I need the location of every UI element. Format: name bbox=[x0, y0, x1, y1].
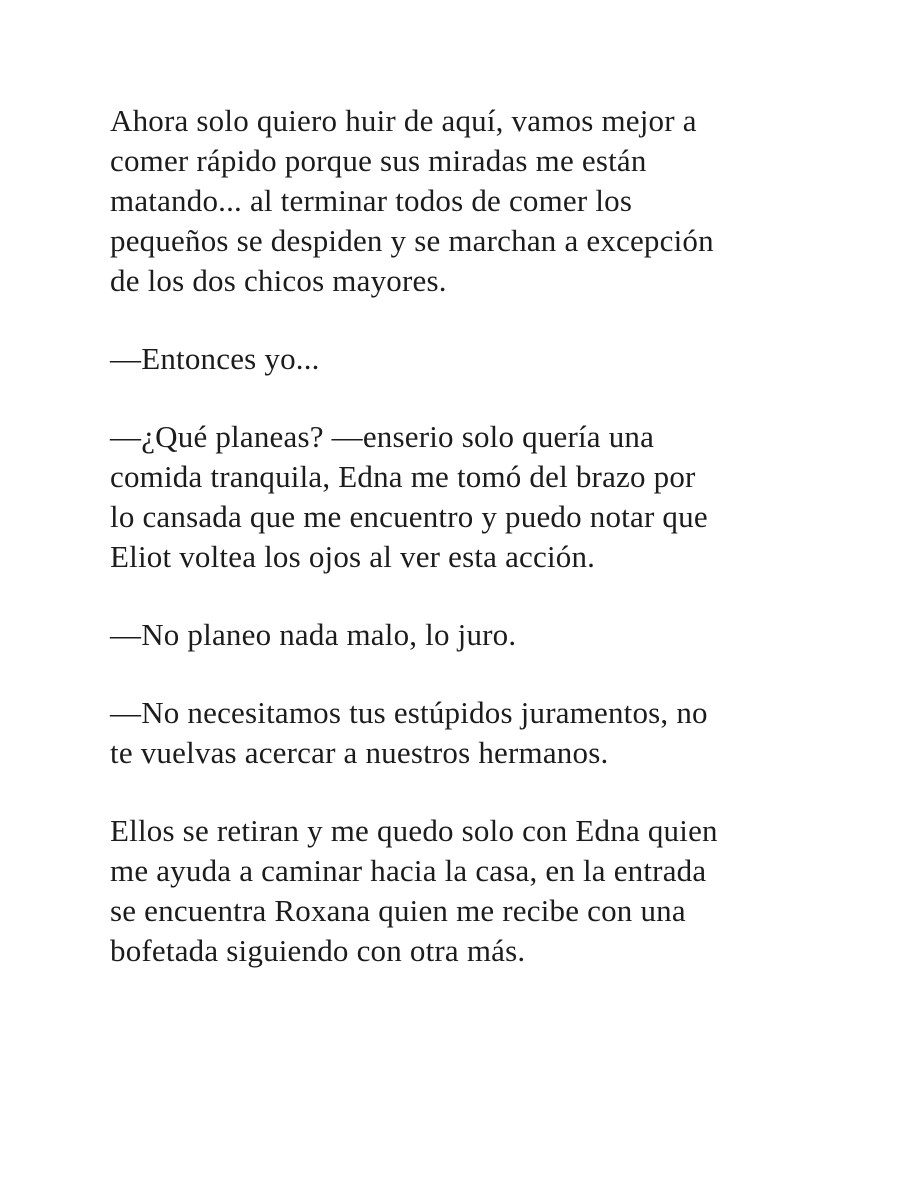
text-line: te vuelvas acercar a nuestros hermanos. bbox=[110, 735, 609, 770]
paragraph-1 bbox=[110, 101, 800, 301]
text-line: —Entonces yo... bbox=[110, 341, 320, 376]
paragraph-5 bbox=[110, 693, 800, 773]
text-line: se encuentra Roxana quien me recibe con una bbox=[110, 893, 686, 928]
text-line: lo cansada que me encuentro y puedo notar que bbox=[110, 499, 708, 534]
story-text bbox=[110, 101, 800, 1009]
text-line: me ayuda a caminar hacia la casa, en la entrada bbox=[110, 853, 707, 888]
paragraph-2 bbox=[110, 339, 800, 379]
text-line: de los dos chicos mayores. bbox=[110, 263, 447, 298]
text-line: comida tranquila, Edna me tomó del brazo por bbox=[110, 459, 696, 494]
paragraph-4 bbox=[110, 615, 800, 655]
text-line: bofetada siguiendo con otra más. bbox=[110, 933, 526, 968]
text-line: comer rápido porque sus miradas me están bbox=[110, 143, 647, 178]
text-line: Ahora solo quiero huir de aquí, vamos mejor a bbox=[110, 103, 697, 138]
text-line: Ellos se retiran y me quedo solo con Edna quien bbox=[110, 813, 718, 848]
text-line: pequeños se despiden y se marchan a excepción bbox=[110, 223, 714, 258]
text-line: matando... al terminar todos de comer los bbox=[110, 183, 633, 218]
text-line: —¿Qué planeas? —enserio solo quería una bbox=[110, 419, 655, 454]
text-line: Eliot voltea los ojos al ver esta acción. bbox=[110, 539, 596, 574]
text-line: —No planeo nada malo, lo juro. bbox=[110, 617, 517, 652]
paragraph-3 bbox=[110, 417, 800, 577]
paragraph-6 bbox=[110, 811, 800, 971]
text-line: —No necesitamos tus estúpidos juramentos, no bbox=[110, 695, 708, 730]
